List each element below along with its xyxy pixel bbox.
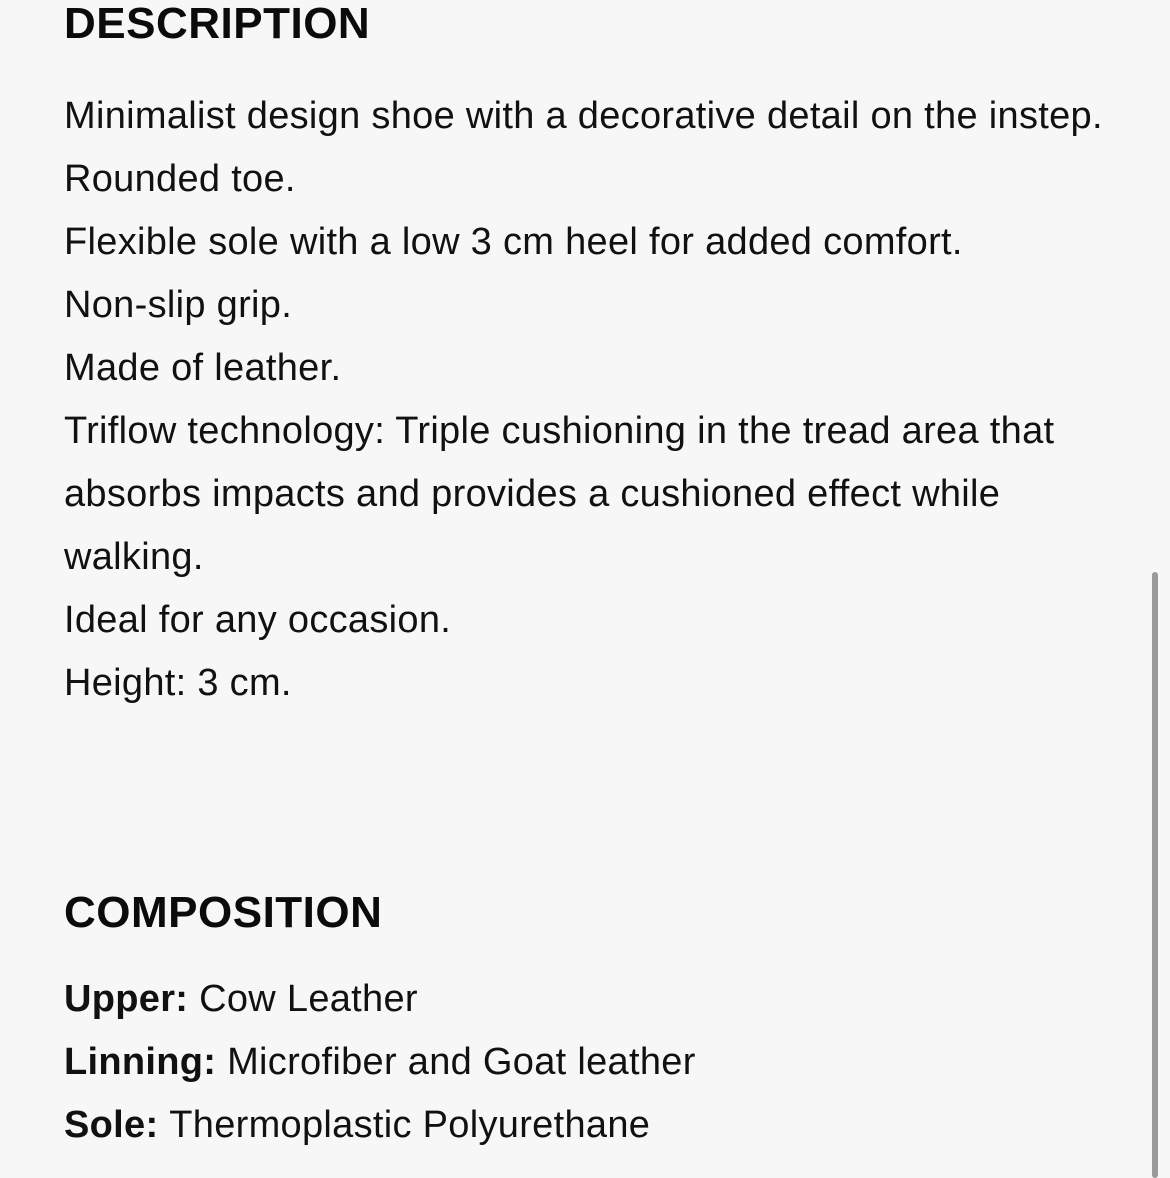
composition-list xyxy=(64,968,696,1157)
composition-row-sole xyxy=(64,1094,696,1157)
description-line: Minimalist design shoe with a decorative detail on the instep. xyxy=(64,95,1103,137)
composition-value: Microfiber and Goat leather xyxy=(227,1041,696,1083)
composition-value: Thermoplastic Polyurethane xyxy=(169,1104,651,1146)
scrollbar-thumb[interactable] xyxy=(1152,572,1158,1178)
composition-heading: COMPOSITION xyxy=(64,888,383,937)
description-line: Height: 3 cm. xyxy=(64,662,292,704)
description-text xyxy=(64,85,1104,715)
description-line: Non-slip grip. xyxy=(64,284,293,326)
composition-row-lining xyxy=(64,1031,696,1094)
description-line: Ideal for any occasion. xyxy=(64,599,452,641)
composition-row-upper xyxy=(64,968,696,1031)
composition-label: Upper: xyxy=(64,978,200,1020)
description-line: Rounded toe. xyxy=(64,158,296,200)
composition-label: Sole: xyxy=(64,1104,170,1146)
description-line: Flexible sole with a low 3 cm heel for added comfort. xyxy=(64,221,963,263)
description-line: Made of leather. xyxy=(64,347,342,389)
composition-label: Linning: xyxy=(64,1041,228,1083)
description-heading: DESCRIPTION xyxy=(64,0,371,48)
description-line: Triflow technology: Triple cushioning in the tread area that absorbs impacts and provides a cushioned effect while walking. xyxy=(64,410,1055,578)
composition-value: Cow Leather xyxy=(199,978,418,1020)
